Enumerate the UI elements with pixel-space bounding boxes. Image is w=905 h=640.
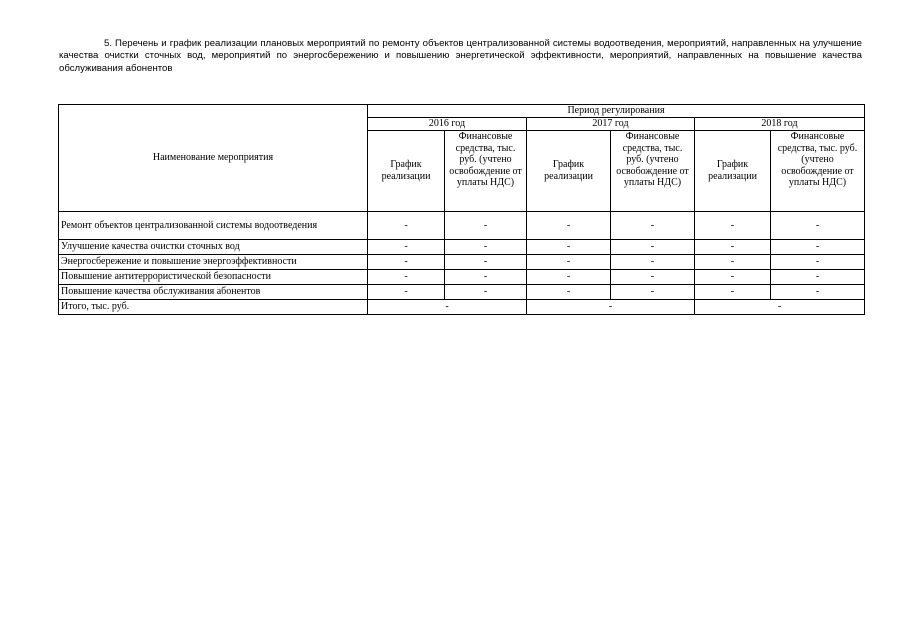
value-cell: - <box>445 212 527 240</box>
value-cell: - <box>695 255 771 270</box>
value-cell: - <box>695 240 771 255</box>
value-cell: - <box>445 270 527 285</box>
value-cell: - <box>445 255 527 270</box>
table-row <box>59 285 865 300</box>
table-row <box>59 240 865 255</box>
value-cell: - <box>445 240 527 255</box>
measure-name: Повышение качества обслуживания абонентов <box>59 285 368 300</box>
total-row <box>59 300 865 315</box>
finance-header-2017: Финансовые средства, тыс. руб. (учтено освобождение от уплаты НДС) <box>611 131 695 212</box>
year-header-2017: 2017 год <box>527 118 695 131</box>
value-cell: - <box>611 240 695 255</box>
value-cell: - <box>771 285 865 300</box>
period-header: Период регулирования <box>368 105 865 118</box>
value-cell: - <box>771 240 865 255</box>
value-cell: - <box>527 255 611 270</box>
schedule-header-2018: График реализации <box>695 131 771 212</box>
schedule-header-2016: График реализации <box>368 131 445 212</box>
table-row <box>59 270 865 285</box>
value-cell: - <box>771 270 865 285</box>
measure-name: Улучшение качества очистки сточных вод <box>59 240 368 255</box>
value-cell: - <box>527 285 611 300</box>
value-cell: - <box>368 255 445 270</box>
total-value-2017: - <box>527 300 695 315</box>
value-cell: - <box>771 255 865 270</box>
finance-header-2016: Финансовые средства, тыс. руб. (учтено освобождение от уплаты НДС) <box>445 131 527 212</box>
name-column-header: Наименование мероприятия <box>59 105 368 212</box>
measure-name: Энергосбережение и повышение энергоэффективности <box>59 255 368 270</box>
value-cell: - <box>368 285 445 300</box>
schedule-header-2017: График реализации <box>527 131 611 212</box>
table-row <box>59 255 865 270</box>
value-cell: - <box>611 270 695 285</box>
value-cell: - <box>368 270 445 285</box>
year-header-2016: 2016 год <box>368 118 527 131</box>
value-cell: - <box>695 270 771 285</box>
value-cell: - <box>695 285 771 300</box>
finance-header-2018: Финансовые средства, тыс. руб. (учтено освобождение от уплаты НДС) <box>771 131 865 212</box>
section-heading: 5. Перечень и график реализации плановых мероприятий по ремонту объектов централизованной системы водоотведения, мероприятий, направленных на улучшение качества очистки сточных вод, мероприятий по энергосбережению и повышению энергетической эффективности, мероприятий, направленных на повышение качества обслуживания абонентов <box>59 38 862 74</box>
value-cell: - <box>527 240 611 255</box>
value-cell: - <box>527 270 611 285</box>
value-cell: - <box>445 285 527 300</box>
measure-name: Повышение антитеррористической безопасности <box>59 270 368 285</box>
value-cell: - <box>771 212 865 240</box>
value-cell: - <box>611 285 695 300</box>
measures-table <box>58 104 865 315</box>
value-cell: - <box>527 212 611 240</box>
value-cell: - <box>695 212 771 240</box>
table-row <box>59 212 865 240</box>
value-cell: - <box>368 240 445 255</box>
value-cell: - <box>611 212 695 240</box>
total-value-2018: - <box>695 300 865 315</box>
header-row-period <box>59 105 865 118</box>
total-value-2016: - <box>368 300 527 315</box>
year-header-2018: 2018 год <box>695 118 865 131</box>
measure-name: Ремонт объектов централизованной системы водоотведения <box>59 212 368 240</box>
value-cell: - <box>368 212 445 240</box>
total-label: Итого, тыс. руб. <box>59 300 368 315</box>
value-cell: - <box>611 255 695 270</box>
